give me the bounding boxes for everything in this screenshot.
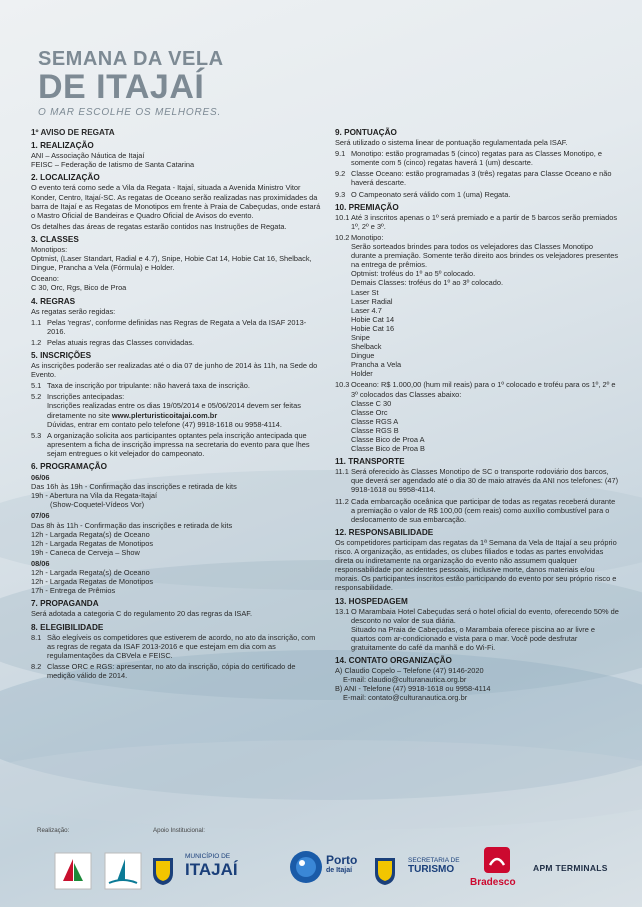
item-number: 10.1 (335, 212, 350, 222)
realizacao-label: Realização: (37, 827, 70, 834)
list-item (31, 338, 321, 347)
item-text: Até 3 inscritos apenas o 1º será premiado e a partir de 5 barcos serão premiados 1º, 2º e 3º. (351, 212, 618, 231)
list-item (31, 633, 321, 660)
section-title: 8. ELEGIBILIDADE (31, 622, 104, 632)
class-entry: Laser Radial (351, 296, 393, 306)
paragraph: Será utilizado o sistema linear de pontuação regulamentada pela ISAF. (335, 138, 568, 148)
list-item (335, 149, 620, 167)
schedule-entry: 17h - Entrega de Prêmios (31, 586, 116, 596)
registration-site-link[interactable]: www.plerturisticoitajai.com.br (111, 410, 218, 420)
schedule-entry: Das 16h às 19h - Confirmação das inscrições e retirada de kits (31, 482, 237, 492)
class-entry: Classe RGS A (351, 416, 399, 426)
class-entry: Classe C 30 (351, 398, 392, 408)
section-localizacao (31, 173, 321, 231)
schedule-entry: 12h - Largada Regata(s) de Oceano (31, 568, 150, 578)
paragraph: Será adotada a categoria C do regulamento 20 das regras da ISAF. (31, 609, 253, 619)
class-entry: Classe RGS B (351, 425, 399, 435)
itajai-coat-of-arms-icon (372, 855, 398, 887)
item-text (47, 392, 321, 428)
itajai-coat-of-arms-icon (150, 855, 176, 887)
day-label: 08/06 (31, 558, 50, 568)
item-body: Optmist: troféus do 1º ao 5º colocado. (351, 269, 476, 279)
title-line-2: DE ITAJAÍ (38, 68, 205, 106)
class-entry: Laser 4.7 (351, 305, 382, 315)
list-item (31, 431, 321, 458)
document-title: 1º AVISO DE REGATA (31, 128, 115, 137)
item-number: 1.1 (31, 317, 42, 327)
class-entry: Hobie Cat 16 (351, 323, 395, 333)
section-title: 6. PROGRAMAÇÃO (31, 462, 107, 471)
class-entry: Prancha a Vela (351, 360, 402, 370)
item-text: Cada embarcação oceânica que participar de todas as regatas receberá durante a premiação o valor de R$ 100,00 (cem reais) como auxílio combustível para o deslocamento de sua embarcação. (351, 496, 616, 524)
item-number: 11.2 (335, 496, 349, 506)
ani-logo-icon (53, 851, 93, 891)
class-entry: Dingue (351, 351, 375, 361)
paragraph: As inscrições poderão ser realizadas até o dia 07 de junho de 2014 às 11h, na Sede do Evento. (31, 361, 318, 380)
item-number: 9.2 (335, 169, 346, 179)
list-item (335, 380, 620, 453)
item-number: 8.1 (31, 632, 42, 642)
section-title: 10. PREMIAÇÃO (335, 202, 399, 212)
list-item (31, 662, 321, 680)
item-text (351, 233, 620, 379)
apoio-label: Apoio Institucional: (153, 827, 205, 834)
schedule-entry: 19h - Caneca de Cerveja – Show (31, 547, 140, 557)
schedule-entry: 12h - Largada Regata(s) de Oceano (31, 529, 150, 539)
item-number: 9.3 (335, 189, 346, 199)
item-heading: Oceano: R$ 1.000,00 (hum mil reais) para o 1º colocado e troféu para os 1º, 2º e 3º colocados das Classes abaixo: (351, 380, 616, 399)
schedule-entry: 19h - Abertura na Vila da Regata-Itajaí (31, 491, 157, 501)
paragraph: As regatas serão regidas: (31, 306, 116, 316)
item-text: Pelas 'regras', conforme definidas nas Regras de Regata a Vela da ISAF 2013-2016. (47, 317, 307, 336)
item-number: 5.3 (31, 430, 42, 440)
list-item (335, 497, 620, 524)
item-text: Pelas atuais regras das Classes convidadas. (47, 337, 195, 347)
schedule-entry: Das 8h às 11h - Confirmação das inscrições e retirada de kits (31, 520, 233, 530)
item-number: 5.2 (31, 392, 42, 402)
section-title: 9. PONTUAÇÃO (335, 128, 397, 137)
item-text: Será oferecido às Classes Monotipo de SC o transporte rodoviário dos barcos, que deverá ser agendado até o dia 30 de maio através da ANI nos telefones: (47) 9918-1618 ou 9958-4114. (351, 467, 619, 495)
contact-email[interactable]: E-mail: contato@culturanautica.org.br (343, 693, 468, 703)
section-realizacao (31, 141, 321, 169)
porto-globe-icon (288, 849, 324, 885)
item-body: Inscrições realizadas entre os dias 19/05/2014 e 05/06/2014 devem ser feitas diretamente no site (47, 401, 301, 420)
section-programacao (31, 462, 321, 595)
text-line: Monotipos: (31, 245, 68, 255)
item-heading: Inscrições antecipadas: (47, 392, 125, 402)
list-item (31, 392, 321, 428)
day-label: 06/06 (31, 473, 50, 483)
item-number: 10.3 (335, 380, 350, 390)
class-entry: Snipe (351, 332, 370, 342)
item-text: O Campeonato será válido com 1 (uma) Regata. (351, 189, 511, 199)
list-item (31, 318, 321, 336)
text-line: FEISC – Federação de Iatismo de Santa Catarina (31, 160, 195, 170)
secretaria-turismo-logo (408, 857, 460, 875)
left-column (31, 128, 321, 684)
item-text (351, 380, 620, 453)
item-number: 9.1 (335, 149, 346, 159)
contact-email[interactable]: E-mail: claudio@culturanautica.org.br (343, 675, 467, 685)
item-number: 1.2 (31, 337, 42, 347)
paragraph: Optmist, (Laser Standart, Radial e 4.7), Snipe, Hobie Cat 14, Hobie Cat 16, Shelback, Dingue, Prancha a Vela (Fórmula) e Holder. (31, 254, 312, 273)
item-body: O Marambaia Hotel Cabeçudas será o hotel oficial do evento, oferecendo 50% de desconto no valor de sua diária. (351, 606, 619, 625)
class-entry: Hobie Cat 14 (351, 314, 395, 324)
item-body: Serão sorteados brindes para todos os velejadores das Classes Monotipo durante a premiação. Somente terão direito aos brindes os velejadores presentes na entrega de prêmios. (351, 242, 619, 270)
porto-sub-text: de Itajaí (326, 867, 353, 874)
event-header (38, 48, 224, 118)
slogan: O MAR ESCOLHE OS MELHORES. (38, 107, 222, 118)
section-pontuacao (335, 128, 620, 199)
class-entry: Classe Bico de Proa B (351, 444, 425, 454)
item-heading: Monotipo: (351, 232, 384, 242)
feisc-logo-icon (103, 851, 143, 891)
item-body: Dúvidas, entrar em contato pelo telefone (47) 9918-1618 ou 9958-4114. (47, 419, 282, 429)
section-title: 4. REGRAS (31, 296, 76, 306)
class-entry: Classe Bico de Proa A (351, 435, 425, 444)
section-title: 11. TRANSPORTE (335, 457, 405, 467)
item-text: A organização solicita aos participantes optantes pela inscrição antecipada que apresentem a ficha de inscrição impressa na secretaria do evento para que lhes sejam entregues o kit velejador do campeonato. (47, 430, 310, 458)
section-regras (31, 297, 321, 347)
itajai-municipality-logo (185, 853, 238, 880)
item-text: Monotipo: estão programadas 5 (cinco) regatas para as Classes Monotipo, e somente com 5 (cinco) regatas haverá 1 (um) descarte. (351, 149, 603, 168)
porto-text: Porto (326, 853, 358, 867)
text-line: ANI – Associação Náutica de Itajaí (31, 151, 145, 161)
list-item (335, 169, 620, 187)
item-number: 10.2 (335, 232, 350, 242)
item-text: Taxa de inscrição por tripulante: não haverá taxa de inscrição. (47, 381, 250, 391)
list-item (335, 467, 620, 494)
section-elegibilidade (31, 623, 321, 681)
secretaria-text: SECRETARIA DE (408, 857, 460, 864)
right-column (335, 128, 620, 707)
schedule-entry: 12h - Largada Regatas de Monotipos (31, 577, 154, 587)
monotype-class-list (351, 288, 620, 379)
text-line: C 30, Orc, Rgs, Bico de Proa (31, 283, 127, 293)
section-title: 7. PROPAGANDA (31, 599, 99, 609)
section-premiacao (335, 203, 620, 454)
item-body: Situado na Praia de Cabeçudas, o Marambaia oferece piscina ao ar livre e quartos com ar-condicionado e vista para o mar. Você pode desfrutar gratuitamente do café da manhã e do Wi-Fi. (351, 624, 596, 652)
paragraph: O evento terá como sede a Vila da Regata - Itajaí, situada a Avenida Ministro Vitor Konder, Centro, Itajaí-SC. As regatas de Oceano serão realizadas nas proximidades da barra de Itajaí e as Regatas de Monotipos em frente à Praia de Cabeçudas, onde estará o Mastro Oficial de Bandeiras e Quadro Oficial de Avisos do evento. (31, 183, 321, 220)
schedule-entry: (Show-Coquetel-Vídeos Vor) (50, 500, 145, 510)
section-title: 1. REALIZAÇÃO (31, 141, 94, 151)
bradesco-icon (482, 845, 512, 875)
item-body: Demais Classes: troféus do 1º ao 3º colocado. (351, 278, 504, 288)
item-text (351, 607, 620, 652)
sponsor-footer (0, 815, 642, 907)
list-item (335, 607, 620, 652)
list-item (335, 213, 620, 231)
section-title: 3. CLASSES (31, 234, 79, 244)
item-number: 8.2 (31, 661, 42, 671)
list-item (31, 381, 321, 390)
class-entry: Classe Orc (351, 407, 388, 417)
item-number: 11.1 (335, 467, 349, 477)
class-entry: Shelback (351, 342, 382, 352)
contact-line: A) Claudio Copelo – Telefone (47) 9146-2020 (335, 666, 484, 676)
item-text: São elegíveis os competidores que estiverem de acordo, no ato da inscrição, com as regras de regata da ISAF 2013-2016 e que estejam em dia com as regulamentações da CBVela e FEISC. (47, 632, 316, 660)
section-title: 13. HOSPEDAGEM (335, 596, 408, 606)
item-text: Classe Oceano: estão programadas 3 (três) regatas para Classe Oceano e não haverá descarte. (351, 169, 612, 188)
section-propaganda (31, 599, 321, 618)
section-title: 2. LOCALIZAÇÃO (31, 173, 100, 183)
class-entry: Holder (351, 369, 373, 379)
porto-itajai-logo (326, 853, 357, 874)
section-transporte (335, 457, 620, 524)
item-number: 5.1 (31, 381, 42, 391)
list-item (335, 233, 620, 379)
apm-terminals-logo: APM TERMINALS (533, 863, 608, 873)
itajai-text: ITAJAÍ (185, 860, 238, 879)
section-title: 12. RESPONSABILIDADE (335, 527, 434, 537)
title-line-1: SEMANA DA VELA (38, 48, 224, 70)
itajai-small-text: MUNICÍPIO DE (185, 853, 231, 860)
list-item (335, 190, 620, 199)
section-hospedagem (335, 597, 620, 653)
ocean-class-list (351, 399, 620, 454)
section-responsabilidade (335, 528, 620, 593)
paragraph: Os detalhes das áreas de regatas estarão contidos nas Instruções de Regata. (31, 221, 287, 231)
bradesco-text: Bradesco (470, 877, 516, 888)
section-contato (335, 656, 620, 702)
section-title: 14. CONTATO ORGANIZAÇÃO (335, 656, 452, 666)
item-number: 13.1 (335, 606, 350, 616)
section-title: 5. INSCRIÇÕES (31, 350, 92, 360)
text-line: Oceano: (31, 274, 59, 284)
section-inscricoes (31, 351, 321, 458)
schedule-entry: 12h - Largada Regatas de Monotipos (31, 538, 154, 548)
day-label: 07/06 (31, 511, 50, 521)
item-text: Classe ORC e RGS: apresentar, no ato da inscrição, cópia do certificado de medição válido de 2014. (47, 661, 296, 680)
paragraph: Os competidores participam das regatas da 1ª Semana da Vela de Itajaí a seu próprio risco. A organização, as entidades, os clubes filiados e todas as partes envolvidas direta ou indiretamente na organização do evento não assumem qualquer responsabilidade por acidentes pessoais, inclusive morte, danos materiais e/ou morais. Os participantes inscritos estão participando do evento por seu próprio risco e responsabilidade. (335, 537, 617, 593)
turismo-text: TURISMO (408, 864, 455, 875)
contact-line: B) ANI - Telefone (47) 9918-1618 ou 9958-4114 (335, 684, 491, 694)
class-entry: Laser St (351, 287, 379, 297)
section-classes (31, 235, 321, 293)
